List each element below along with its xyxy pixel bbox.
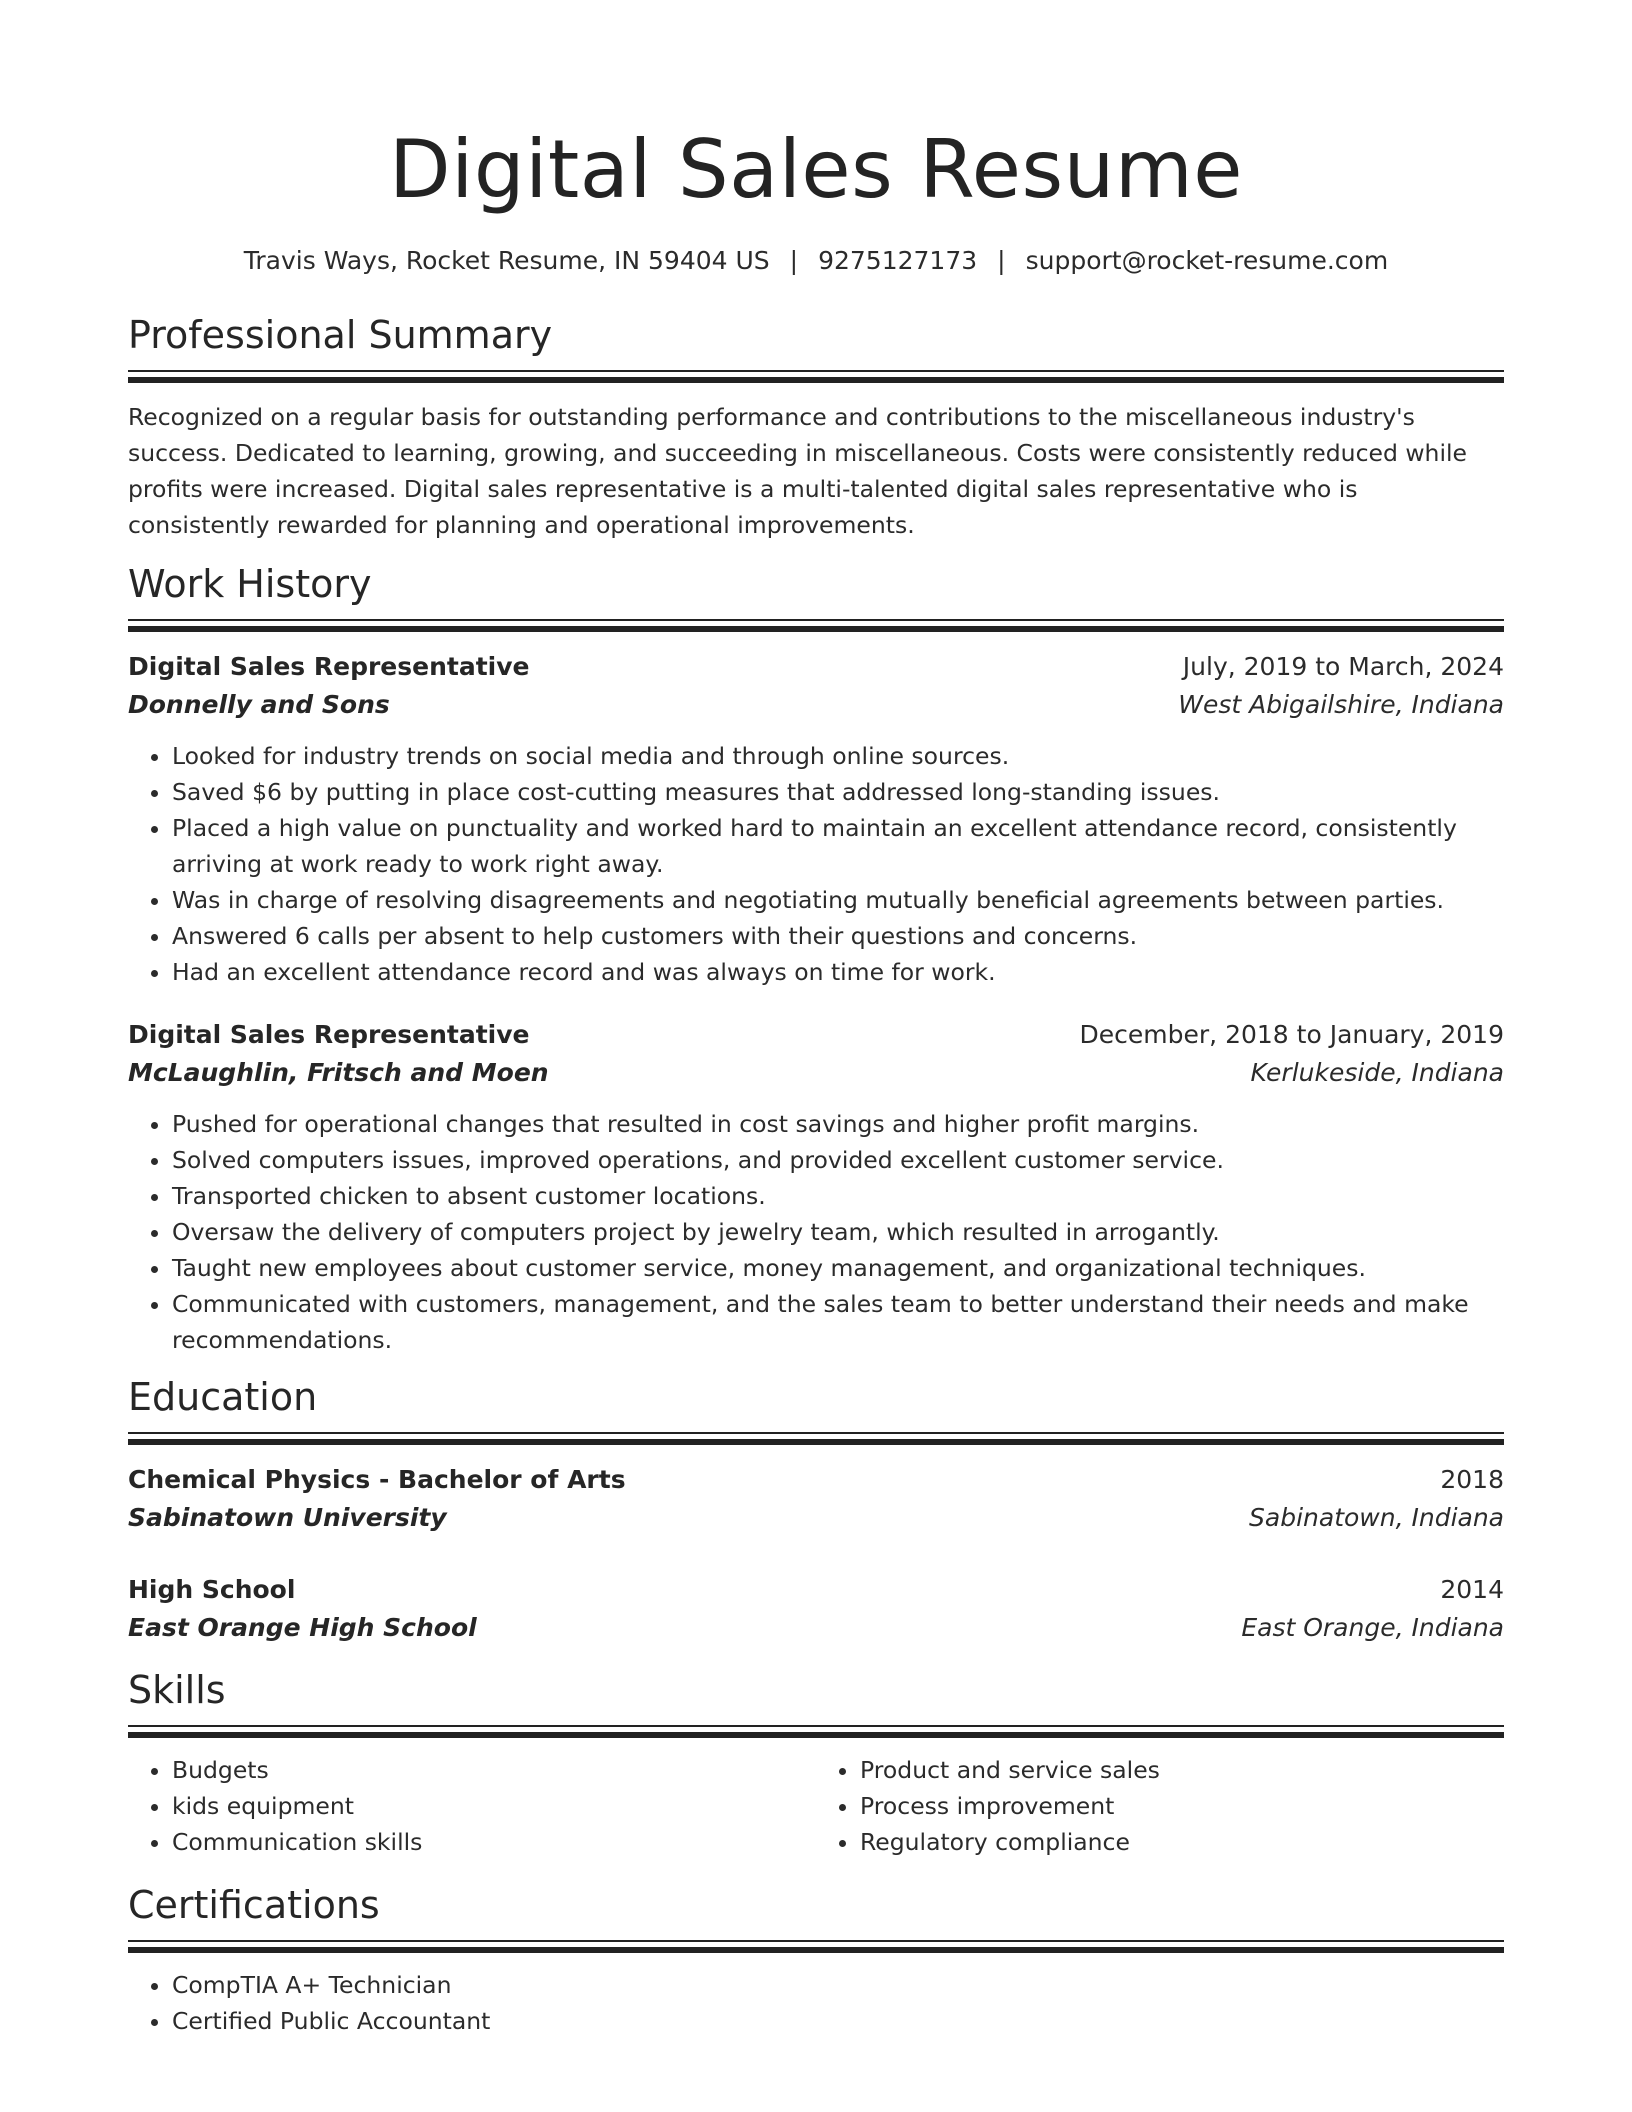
job-company: McLaughlin, Fritsch and Moen xyxy=(128,1058,549,1087)
education-school: Sabinatown University xyxy=(128,1503,447,1532)
list-item: • kids equipment xyxy=(172,1788,816,1824)
job-company: Donnelly and Sons xyxy=(128,690,390,719)
section-divider xyxy=(128,1432,1504,1445)
section-heading-education: Education xyxy=(128,1375,318,1419)
job-bullets xyxy=(128,1106,1504,1358)
job-location: West Abigailshire, Indiana xyxy=(1178,690,1504,719)
section-divider xyxy=(128,619,1504,632)
skills-list-right xyxy=(816,1752,1504,1860)
skills-grid xyxy=(128,1752,1504,1860)
certifications-list xyxy=(128,1967,1504,2039)
section-heading-work-history: Work History xyxy=(128,562,372,606)
section-divider xyxy=(128,1940,1504,1953)
list-item: • Pushed for operational changes that resulted in cost savings and higher profit margins. xyxy=(172,1106,1504,1142)
list-item: • CompTIA A+ Technician xyxy=(172,1967,1504,2003)
contact-separator: | xyxy=(997,246,1006,275)
list-item: • Looked for industry trends on social media and through online sources. xyxy=(172,738,1504,774)
list-item: • Certified Public Accountant xyxy=(172,2003,1504,2039)
list-item: • Was in charge of resolving disagreements and negotiating mutually beneficial agreements between parties. xyxy=(172,882,1504,918)
list-item: • Product and service sales xyxy=(860,1752,1504,1788)
contact-separator: | xyxy=(789,246,799,275)
list-item: • Communicated with customers, management, and the sales team to better understand their needs and make recommendations. xyxy=(172,1286,1504,1358)
job-entry xyxy=(128,648,1504,990)
job-dates: December, 2018 to January, 2019 xyxy=(1079,1020,1504,1049)
section-divider xyxy=(128,1725,1504,1738)
education-entry xyxy=(128,1461,1504,1537)
section-heading-certifications: Certifications xyxy=(128,1883,380,1927)
list-item: • Solved computers issues, improved operations, and provided excellent customer service. xyxy=(172,1142,1504,1178)
page-title: Digital Sales Resume xyxy=(389,123,1243,216)
education-year: 2018 xyxy=(1440,1465,1504,1494)
education-location: East Orange, Indiana xyxy=(1241,1613,1504,1642)
education-degree: Chemical Physics - Bachelor of Arts xyxy=(128,1465,626,1494)
contact-address: Travis Ways, Rocket Resume, IN 59404 US xyxy=(243,246,770,275)
education-section xyxy=(128,1374,1504,1647)
contact-phone: 9275127173 xyxy=(818,246,978,275)
list-item: • Transported chicken to absent customer locations. xyxy=(172,1178,1504,1214)
list-item: • Budgets xyxy=(172,1752,816,1788)
education-entry xyxy=(128,1571,1504,1647)
job-location: Kerlukeside, Indiana xyxy=(1250,1058,1504,1087)
job-title: Digital Sales Representative xyxy=(128,1020,530,1049)
list-item: • Placed a high value on punctuality and worked hard to maintain an excellent attendance record, consistently arriving at work ready to work right away. xyxy=(172,810,1504,882)
list-item: • Communication skills xyxy=(172,1824,816,1860)
section-divider xyxy=(128,370,1504,383)
list-item: • Had an excellent attendance record and was always on time for work. xyxy=(172,954,1504,990)
list-item: • Taught new employees about customer service, money management, and organizational techniques. xyxy=(172,1250,1504,1286)
summary-text: Recognized on a regular basis for outstanding performance and contributions to the miscellaneous industry's success. Dedicated to learning, growing, and succeeding in miscellaneous. Costs were consistently reduced while profits were increased. Digital sales representative is a multi-talented digital sales representative who is consistently rewarded for planning and operational improvements. xyxy=(128,403,1467,539)
job-bullets xyxy=(128,738,1504,990)
job-entry xyxy=(128,1016,1504,1358)
job-title: Digital Sales Representative xyxy=(128,652,530,681)
job-dates: July, 2019 to March, 2024 xyxy=(1182,652,1504,681)
education-location: Sabinatown, Indiana xyxy=(1249,1503,1504,1532)
work-history-section xyxy=(128,561,1504,1358)
contact-email: support@rocket-resume.com xyxy=(1025,246,1389,275)
education-school: East Orange High School xyxy=(128,1613,477,1642)
list-item: • Regulatory compliance xyxy=(860,1824,1504,1860)
certifications-section xyxy=(128,1882,1504,2039)
list-item: • Answered 6 calls per absent to help customers with their questions and concerns. xyxy=(172,918,1504,954)
section-heading-skills: Skills xyxy=(128,1668,226,1712)
skills-list-left xyxy=(128,1752,816,1860)
education-degree: High School xyxy=(128,1575,296,1604)
skills-section xyxy=(128,1667,1504,1860)
list-item: • Process improvement xyxy=(860,1788,1504,1824)
summary-section xyxy=(128,312,1504,543)
contact-line xyxy=(128,244,1504,278)
section-heading-summary: Professional Summary xyxy=(128,313,553,357)
list-item: • Saved $6 by putting in place cost-cutting measures that addressed long-standing issues. xyxy=(172,774,1504,810)
education-year: 2014 xyxy=(1440,1575,1504,1604)
list-item: • Oversaw the delivery of computers project by jewelry team, which resulted in arrogantly. xyxy=(172,1214,1504,1250)
